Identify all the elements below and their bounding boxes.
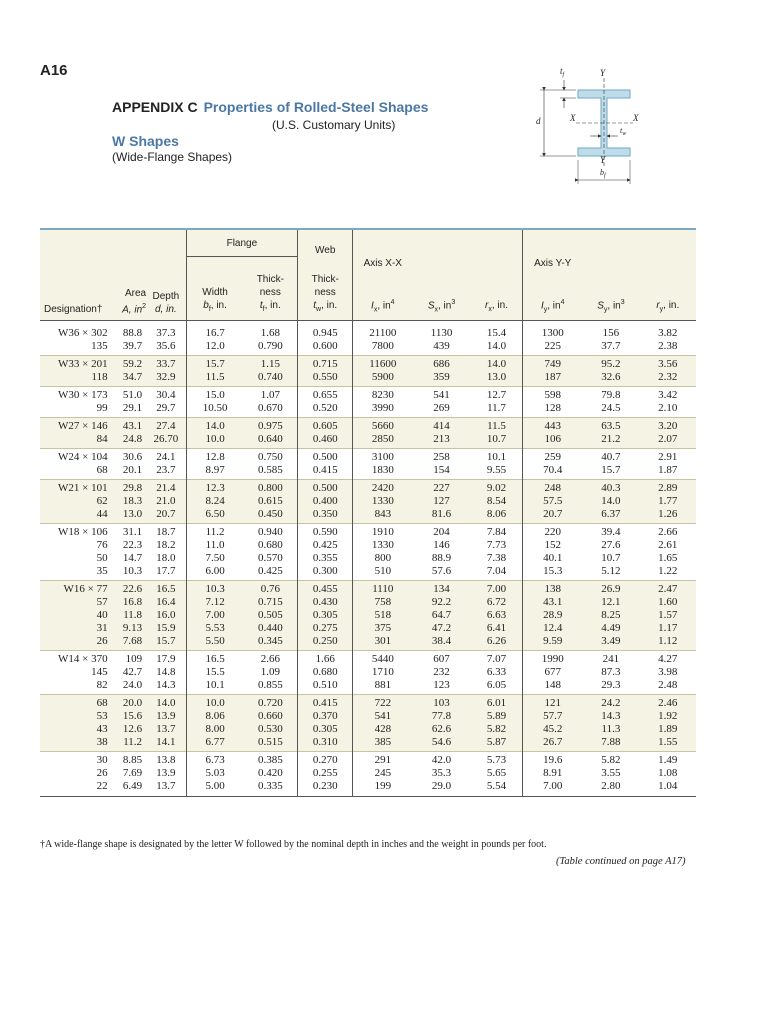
table-row-group	[40, 355, 696, 386]
cell-ix: 3100 1830	[353, 448, 413, 479]
cell-depth: 27.4 26.70	[146, 417, 186, 448]
cell-width: 12.3 8.24 6.50	[186, 479, 243, 523]
cell-tw: 0.415 0.370 0.305 0.310	[298, 694, 353, 751]
col-sx: $S_x$, $in^3$	[412, 257, 470, 321]
cell-ix: 722 541 428 385	[353, 694, 413, 751]
cell-sx: 103 77.8 62.6 54.6	[412, 694, 470, 751]
cell-sy: 156 37.7	[601, 326, 621, 352]
cell-iy: 248 57.5 20.7	[523, 479, 583, 523]
cell-sx: 204 146 88.9 57.6	[412, 523, 470, 580]
cell-designation: 68 53 43 38	[40, 694, 114, 751]
y-bottom-label: Y	[600, 155, 606, 165]
cell-area: 8.85 7.69 6.49	[114, 751, 146, 796]
cell-sy: 63.5 21.2	[582, 417, 639, 448]
cell-ry: 3.42 2.10	[640, 386, 696, 417]
cell-tw: 0.455 0.430 0.305 0.275 0.250	[298, 580, 353, 650]
cell-tf: 0.750 0.585	[244, 448, 298, 479]
tw-sub-label: w	[622, 131, 627, 137]
cell-tw: 0.605 0.460	[298, 417, 353, 448]
footnote: †A wide-flange shape is designated by the letter W followed by the nominal depth in inches and the weight in pounds per foot.	[40, 839, 547, 850]
cell-ix: 2420 1330 843	[353, 479, 413, 523]
svg-text:tf	[560, 66, 566, 78]
cell-tf: 1.68 0.790	[257, 326, 283, 352]
table-row-group	[40, 650, 696, 694]
cell-iy: 749 187	[523, 355, 583, 386]
cell-tf: 0.940 0.680 0.570 0.425	[244, 523, 298, 580]
cell-tw: 0.500 0.415	[298, 448, 353, 479]
cell-ry: 2.91 1.87	[640, 448, 696, 479]
cell-depth: 18.7 18.2 18.0 17.7	[146, 523, 186, 580]
cell-depth: 16.5 16.4 16.0 15.9 15.7	[146, 580, 186, 650]
cell-ix: 11600 5900	[353, 355, 413, 386]
cell-rx: 7.84 7.73 7.38 7.04	[471, 523, 523, 580]
cell-designation: 30 26 22	[40, 751, 114, 796]
cell-area: 59.2 34.7	[114, 355, 146, 386]
cell-tf: 2.66 1.09 0.855	[244, 650, 298, 694]
cell-ix: 1110 758 518 375 301	[353, 580, 413, 650]
cell-width: 10.3 7.12 7.00 5.53 5.50	[186, 580, 243, 650]
cell-tw: 0.655 0.520	[298, 386, 353, 417]
cell-tw: 1.66 0.680 0.510	[298, 650, 353, 694]
cell-iy: 443 106	[523, 417, 583, 448]
cell-ix: 21100 7800	[353, 320, 413, 355]
cell-sy: 95.2 32.6	[582, 355, 639, 386]
cell-iy: 138 43.1 28.9 12.4 9.59	[523, 580, 583, 650]
cell-sy: 79.8 24.5	[582, 386, 639, 417]
wide-flange-diagram	[534, 64, 654, 188]
cell-sy: 39.4 27.6 10.7 5.12	[582, 523, 639, 580]
cell-tw: 0.590 0.425 0.355 0.300	[298, 523, 353, 580]
table-row-group	[40, 751, 696, 796]
cell-sx: 607 232 123	[412, 650, 470, 694]
cell-iy: 121 57.7 45.2 26.7	[523, 694, 583, 751]
table-row-group	[40, 320, 696, 355]
table-row-group	[40, 386, 696, 417]
cell-ry: 3.82 2.38	[658, 326, 678, 352]
x-left-label: X	[570, 113, 576, 123]
cell-tf: 0.800 0.615 0.450	[244, 479, 298, 523]
cell-sx: 134 92.2 64.7 47.2 38.4	[412, 580, 470, 650]
cell-area: 30.6 20.1	[114, 448, 146, 479]
cell-area: 31.1 22.3 14.7 10.3	[114, 523, 146, 580]
cell-ry: 3.56 2.32	[640, 355, 696, 386]
cell-designation: W18 × 106 76 50 35	[40, 523, 114, 580]
cell-iy: 220 152 40.1 15.3	[523, 523, 583, 580]
col-sy: $S_y$, $in^3$	[582, 257, 639, 321]
cell-iy: 259 70.4	[523, 448, 583, 479]
cell-tw: 0.500 0.400 0.350	[298, 479, 353, 523]
cell-width: 16.7 12.0	[186, 320, 243, 355]
table-body	[40, 320, 696, 796]
appendix-heading	[112, 99, 428, 115]
cell-width: 12.8 8.97	[186, 448, 243, 479]
axis-yy-header: Axis Y-Y	[534, 257, 572, 269]
appendix-title: Properties of Rolled-Steel Shapes	[203, 99, 429, 115]
table-row-group	[40, 580, 696, 650]
cell-area: 88.8 39.7	[122, 326, 143, 352]
col-ry: $r_y$, in.	[640, 257, 696, 321]
col-flange-thickness: Thick- ness $t_f$, in.	[244, 257, 298, 321]
cell-ry: 1.49 1.08 1.04	[640, 751, 696, 796]
y-top-label: Y	[600, 68, 606, 78]
cell-tf: 1.07 0.670	[244, 386, 298, 417]
cell-sx: 258 154	[412, 448, 470, 479]
col-area: Area A, $in^2$	[114, 257, 146, 321]
cell-designation: W33 × 201 118	[40, 355, 114, 386]
cell-sx: 1130 439	[430, 326, 453, 352]
cell-designation: W21 × 101 62 44	[40, 479, 114, 523]
cell-area: 43.1 24.8	[114, 417, 146, 448]
tw-label: t	[620, 126, 623, 135]
section-title: W Shapes	[112, 133, 179, 149]
col-depth: Depth d, in.	[146, 257, 186, 321]
table-row-group	[40, 479, 696, 523]
cell-sx: 686 359	[412, 355, 470, 386]
cell-width: 6.73 5.03 5.00	[186, 751, 243, 796]
cell-area: 20.0 15.6 12.6 11.2	[114, 694, 146, 751]
svg-text:tw	[620, 126, 626, 137]
cell-ry: 2.46 1.92 1.89 1.55	[640, 694, 696, 751]
cell-designation: W14 × 370 145 82	[40, 650, 114, 694]
web-header: Web	[298, 229, 353, 257]
tf-sub-label: f	[562, 72, 565, 78]
cell-sx: 42.0 35.3 29.0	[412, 751, 470, 796]
cell-depth: 13.8 13.9 13.7	[146, 751, 186, 796]
col-ix: Axis X-X $I_x$, $in^4$	[353, 257, 413, 321]
cell-designation: W30 × 173 99	[40, 386, 114, 417]
cell-ix: 5440 1710 881	[353, 650, 413, 694]
cell-iy: 1990 677 148	[523, 650, 583, 694]
cell-rx: 5.73 5.65 5.54	[471, 751, 523, 796]
w-shapes-table	[40, 228, 696, 797]
axis-xx-header: Axis X-X	[363, 257, 402, 269]
appendix-label: APPENDIX C	[112, 99, 198, 115]
col-width: Width $b_f$, in.	[186, 257, 243, 321]
cell-sy: 241 87.3 29.3	[582, 650, 639, 694]
axis-yy-header-spacer	[523, 229, 696, 257]
col-web-thickness: Thick- ness $t_w$, in.	[298, 257, 353, 321]
cell-rx: 6.01 5.89 5.82 5.87	[471, 694, 523, 751]
cell-iy: 598 128	[523, 386, 583, 417]
cell-ix: 291 245 199	[353, 751, 413, 796]
cell-iy: 19.6 8.91 7.00	[523, 751, 583, 796]
cell-ix: 8230 3990	[353, 386, 413, 417]
table-row-group	[40, 448, 696, 479]
cell-width: 14.0 10.0	[186, 417, 243, 448]
cell-sy: 40.3 14.0 6.37	[582, 479, 639, 523]
cell-ix: 5660 2850	[353, 417, 413, 448]
cell-depth: 24.1 23.7	[146, 448, 186, 479]
cell-width: 11.2 11.0 7.50 6.00	[186, 523, 243, 580]
table-row-group	[40, 417, 696, 448]
cell-designation: W36 × 302 135	[58, 326, 108, 352]
bf-label: b	[600, 168, 604, 177]
cell-iy: 1300 225	[523, 320, 583, 355]
cell-tf: 0.385 0.420 0.335	[244, 751, 298, 796]
cell-sy: 40.7 15.7	[582, 448, 639, 479]
col-rx: $r_x$, in.	[471, 257, 523, 321]
cell-sx: 414 213	[412, 417, 470, 448]
cell-sy: 26.9 12.1 8.25 4.49 3.49	[582, 580, 639, 650]
cell-area: 22.6 16.8 11.8 9.13 7.68	[114, 580, 146, 650]
table-row-group	[40, 694, 696, 751]
svg-text:bf	[600, 168, 607, 179]
cell-tf: 0.720 0.660 0.530 0.515	[244, 694, 298, 751]
cell-designation: W24 × 104 68	[40, 448, 114, 479]
cell-depth: 30.4 29.7	[146, 386, 186, 417]
cell-designation: W16 × 77 57 40 31 26	[40, 580, 114, 650]
cell-tw: 0.715 0.550	[298, 355, 353, 386]
section-subtitle: (Wide-Flange Shapes)	[112, 150, 233, 164]
x-right-label: X	[633, 113, 639, 123]
axis-xx-header-spacer	[353, 229, 523, 257]
cell-tf: 0.76 0.715 0.505 0.440 0.345	[244, 580, 298, 650]
cell-depth: 21.4 21.0 20.7	[146, 479, 186, 523]
cell-depth: 14.0 13.9 13.7 14.1	[146, 694, 186, 751]
flange-header: Flange	[186, 229, 297, 257]
cell-ry: 2.89 1.77 1.26	[640, 479, 696, 523]
cell-area: 109 42.7 24.0	[114, 650, 146, 694]
cell-tf: 1.15 0.740	[244, 355, 298, 386]
cell-width: 16.5 15.5 10.1	[186, 650, 243, 694]
cell-width: 15.7 11.5	[186, 355, 243, 386]
cell-rx: 15.4 14.0	[486, 326, 507, 352]
cell-rx: 10.1 9.55	[471, 448, 523, 479]
cell-rx: 9.02 8.54 8.06	[471, 479, 523, 523]
col-iy: Axis Y-Y $I_y$, $in^4$	[523, 257, 583, 321]
cell-depth: 17.9 14.8 14.3	[146, 650, 186, 694]
cell-depth: 37.3 35.6	[156, 326, 176, 352]
cell-designation: W27 × 146 84	[40, 417, 114, 448]
cell-tw: 0.270 0.255 0.230	[298, 751, 353, 796]
cell-ry: 2.47 1.60 1.57 1.17 1.12	[640, 580, 696, 650]
page-number: A16	[40, 62, 68, 79]
cell-sy: 5.82 3.55 2.80	[582, 751, 639, 796]
header-blank	[40, 229, 186, 257]
cell-width: 15.0 10.50	[186, 386, 243, 417]
units-note: (U.S. Customary Units)	[272, 118, 396, 132]
cell-ix: 1910 1330 800 510	[353, 523, 413, 580]
d-label: d	[536, 116, 541, 126]
cell-tw: 0.945 0.600	[298, 320, 353, 355]
tf-label: t	[560, 66, 563, 76]
col-designation: Designation†	[40, 257, 114, 321]
cell-rx: 7.07 6.33 6.05	[471, 650, 523, 694]
continued-note: (Table continued on page A17)	[556, 856, 686, 867]
table-row-group	[40, 523, 696, 580]
cell-area: 29.8 18.3 13.0	[114, 479, 146, 523]
cell-ry: 2.66 2.61 1.65 1.22	[640, 523, 696, 580]
cell-depth: 33.7 32.9	[146, 355, 186, 386]
cell-sx: 227 127 81.6	[412, 479, 470, 523]
cell-tf: 0.975 0.640	[244, 417, 298, 448]
cell-rx: 11.5 10.7	[471, 417, 523, 448]
cell-area: 51.0 29.1	[114, 386, 146, 417]
cell-width: 10.0 8.06 8.00 6.77	[186, 694, 243, 751]
cell-rx: 7.00 6.72 6.63 6.41 6.26	[471, 580, 523, 650]
cell-sy: 24.2 14.3 11.3 7.88	[582, 694, 639, 751]
cell-rx: 14.0 13.0	[471, 355, 523, 386]
cell-rx: 12.7 11.7	[471, 386, 523, 417]
bf-sub-label: f	[604, 173, 606, 179]
cell-sx: 541 269	[412, 386, 470, 417]
cell-ry: 3.20 2.07	[640, 417, 696, 448]
cell-ry: 4.27 3.98 2.48	[640, 650, 696, 694]
